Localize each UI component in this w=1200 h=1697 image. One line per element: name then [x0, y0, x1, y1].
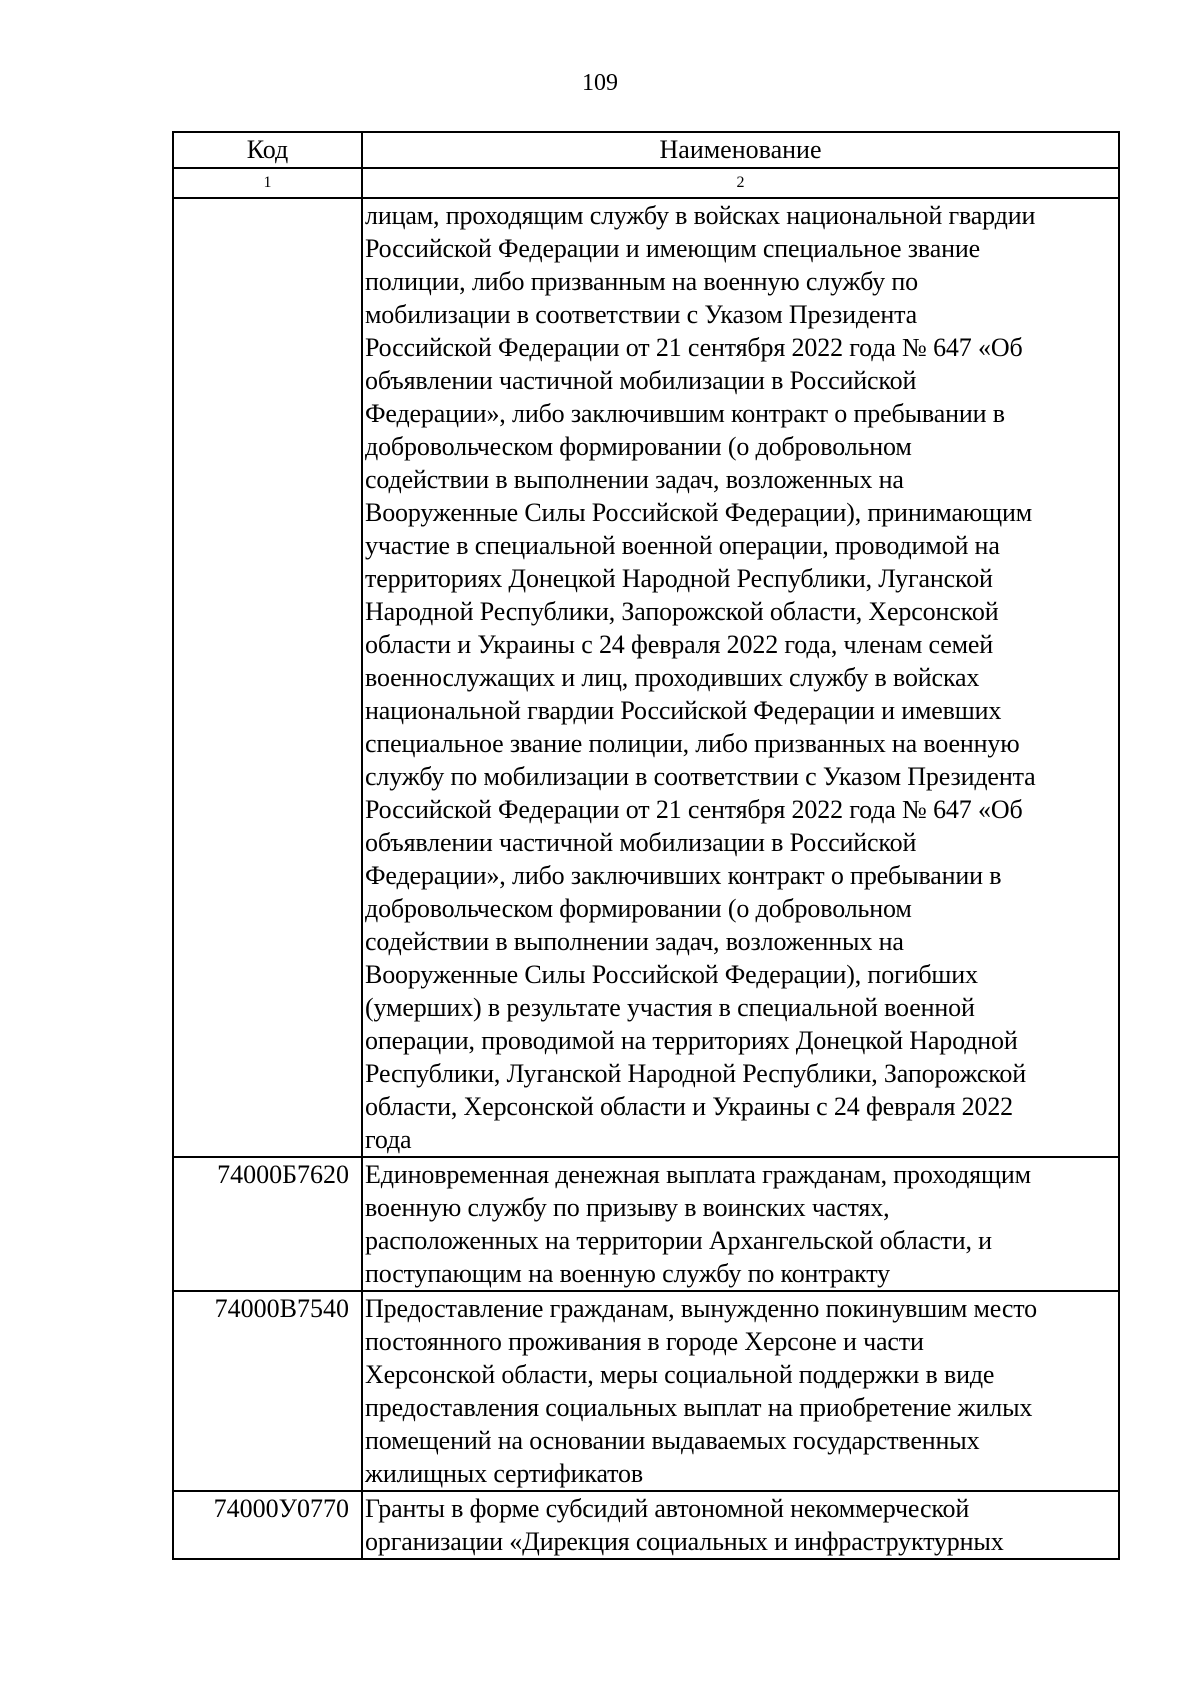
- description-line: Российской Федерации и имеющим специальное звание: [365, 234, 981, 263]
- header-name: Наименование: [362, 132, 1119, 168]
- row-code: 74000Б7620: [173, 1157, 362, 1291]
- row-description: [362, 1491, 1119, 1559]
- description-line: Единовременная денежная выплата гражданам, проходящим: [365, 1160, 1031, 1189]
- column-number-row: [173, 168, 1119, 198]
- description-line: добровольческом формировании (о добровольном: [365, 894, 912, 923]
- table-row: [173, 1157, 1119, 1291]
- description-line: лицам, проходящим службу в войсках национальной гвардии: [365, 201, 1036, 230]
- description-line: мобилизации в соответствии с Указом Президента: [365, 300, 918, 329]
- description-line: военнослужащих и лиц, проходивших службу в войсках: [365, 663, 980, 692]
- description-line: области и Украины с 24 февраля 2022 года, членам семей: [365, 630, 994, 659]
- description-line: Херсонской области, меры социальной поддержки в виде: [365, 1360, 995, 1389]
- description-line: жилищных сертификатов: [365, 1459, 644, 1488]
- description-line: постоянного проживания в городе Херсоне и части: [365, 1327, 924, 1356]
- description-line: операции, проводимой на территориях Донецкой Народной: [365, 1026, 1018, 1055]
- budget-code-table: [172, 131, 1120, 1560]
- table-row: [173, 1291, 1119, 1491]
- description-line: участие в специальной военной операции, проводимой на: [365, 531, 1000, 560]
- description-line: Народной Республики, Запорожской области, Херсонской: [365, 597, 999, 626]
- page-number: 109: [582, 70, 618, 96]
- description-line: добровольческом формировании (о добровольном: [365, 432, 912, 461]
- description-line: расположенных на территории Архангельской области, и: [365, 1226, 992, 1255]
- description-line: Российской Федерации от 21 сентября 2022 года № 647 «Об: [365, 795, 1023, 824]
- table-header-row: [173, 132, 1119, 168]
- row-description: [362, 198, 1119, 1157]
- description-line: Гранты в форме субсидий автономной некоммерческой: [365, 1494, 970, 1523]
- column-number-2: 2: [362, 168, 1119, 198]
- description-line: объявлении частичной мобилизации в Российской: [365, 366, 917, 395]
- description-line: службу по мобилизации в соответствии с Указом Президента: [365, 762, 1036, 791]
- table-row: [173, 198, 1119, 1157]
- description-line: года: [365, 1125, 412, 1154]
- description-line: Федерации», либо заключивших контракт о пребывании в: [365, 861, 1002, 890]
- description-line: Республики, Луганской Народной Республики, Запорожской: [365, 1059, 1027, 1088]
- description-line: Вооруженные Силы Российской Федерации), погибших: [365, 960, 978, 989]
- description-line: области, Херсонской области и Украины с 24 февраля 2022: [365, 1092, 1014, 1121]
- description-line: Российской Федерации от 21 сентября 2022 года № 647 «Об: [365, 333, 1023, 362]
- row-description: [362, 1291, 1119, 1491]
- description-line: объявлении частичной мобилизации в Российской: [365, 828, 917, 857]
- row-code: [173, 198, 362, 1157]
- description-line: помещений на основании выдаваемых государственных: [365, 1426, 980, 1455]
- row-code: 74000В7540: [173, 1291, 362, 1491]
- row-description: [362, 1157, 1119, 1291]
- table-row: [173, 1491, 1119, 1559]
- header-code: Код: [173, 132, 362, 168]
- description-line: предоставления социальных выплат на приобретение жилых: [365, 1393, 1033, 1422]
- description-line: содействии в выполнении задач, возложенных на: [365, 465, 904, 494]
- description-line: (умерших) в результате участия в специальной военной: [365, 993, 975, 1022]
- description-line: содействии в выполнении задач, возложенных на: [365, 927, 904, 956]
- description-line: специальное звание полиции, либо призванных на военную: [365, 729, 1020, 758]
- description-line: военную службу по призыву в воинских частях,: [365, 1193, 890, 1222]
- description-line: Вооруженные Силы Российской Федерации), принимающим: [365, 498, 1033, 527]
- row-code: 74000У0770: [173, 1491, 362, 1559]
- description-line: территориях Донецкой Народной Республики, Луганской: [365, 564, 993, 593]
- description-line: Предоставление гражданам, вынужденно покинувшим место: [365, 1294, 1037, 1323]
- description-line: полиции, либо призванным на военную службу по: [365, 267, 918, 296]
- description-line: национальной гвардии Российской Федерации и имевших: [365, 696, 1002, 725]
- description-line: Федерации», либо заключившим контракт о пребывании в: [365, 399, 1005, 428]
- description-line: организации «Дирекция социальных и инфраструктурных: [365, 1527, 1004, 1556]
- description-line: поступающим на военную службу по контракту: [365, 1259, 890, 1288]
- column-number-1: 1: [173, 168, 362, 198]
